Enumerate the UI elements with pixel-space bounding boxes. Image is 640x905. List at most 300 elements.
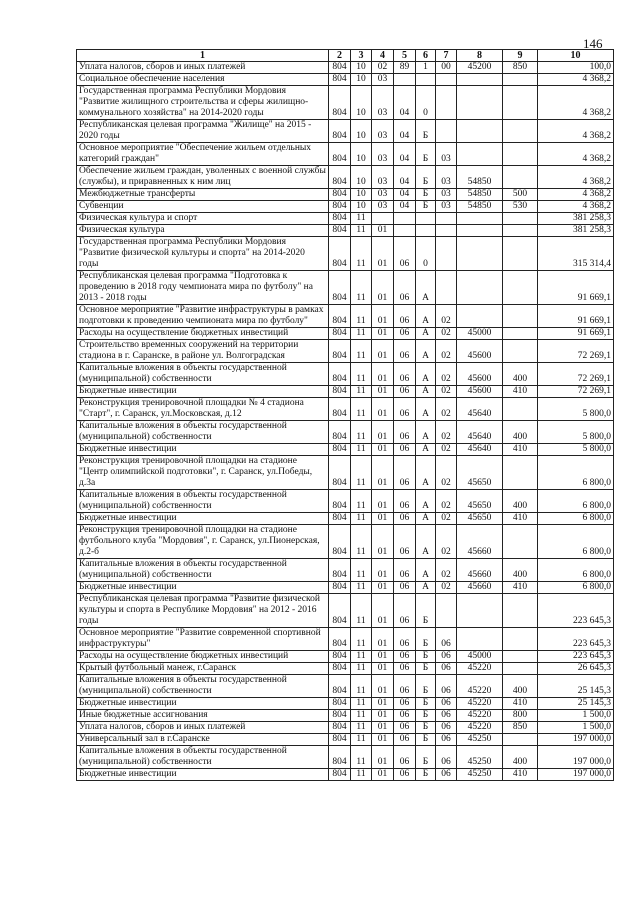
row-code: 02	[436, 340, 457, 363]
row-code: 45600	[457, 340, 503, 363]
row-code: 45640	[457, 421, 503, 444]
row-amount: 5 800,0	[538, 398, 614, 421]
row-code	[416, 74, 436, 86]
row-code: А	[416, 271, 436, 305]
row-code: 0	[416, 86, 436, 120]
row-code: А	[416, 305, 436, 328]
row-code	[503, 663, 538, 675]
row-code: А	[416, 525, 436, 559]
row-amount: 4 368,2	[538, 120, 614, 143]
row-code: Б	[416, 201, 436, 213]
row-code: 02	[436, 363, 457, 386]
row-code: А	[416, 328, 436, 340]
row-code: 804	[329, 594, 351, 628]
row-code: 01	[372, 582, 394, 594]
row-code: 06	[436, 734, 457, 746]
row-code: 06	[436, 722, 457, 734]
row-code: А	[416, 340, 436, 363]
row-amount: 72 269,1	[538, 386, 614, 398]
row-code: 11	[351, 594, 372, 628]
row-code: 01	[372, 722, 394, 734]
row-code: 804	[329, 421, 351, 444]
row-description: Физическая культура	[77, 225, 329, 237]
row-code: 45600	[457, 363, 503, 386]
row-description: Республиканская целевая программа "Развитие физической культуры и спорта в Республике Мордовия" на 2012 - 2016 годы	[77, 594, 329, 628]
row-code: 03	[372, 189, 394, 201]
row-code	[503, 456, 538, 490]
table-row	[77, 213, 614, 225]
row-code: 11	[351, 663, 372, 675]
row-code: 410	[503, 444, 538, 456]
row-code	[457, 237, 503, 271]
row-code: 530	[503, 201, 538, 213]
row-description: Государственная программа Республики Мордовия "Развитие физической культуры и спорта" на 2014-2020 годы	[77, 237, 329, 271]
row-code	[503, 86, 538, 120]
row-amount: 6 800,0	[538, 525, 614, 559]
table-row	[77, 490, 614, 513]
table-row	[77, 74, 614, 86]
row-code: 45250	[457, 746, 503, 769]
row-amount: 4 368,2	[538, 143, 614, 166]
row-code: 06	[394, 456, 416, 490]
row-code: Б	[416, 746, 436, 769]
row-code: Б	[416, 769, 436, 781]
row-code: 11	[351, 237, 372, 271]
row-code	[503, 328, 538, 340]
row-code: 804	[329, 698, 351, 710]
row-code: 54850	[457, 166, 503, 189]
row-code: 04	[394, 143, 416, 166]
row-code	[457, 120, 503, 143]
row-amount: 4 368,2	[538, 166, 614, 189]
row-code: 804	[329, 675, 351, 698]
row-code: 11	[351, 513, 372, 525]
row-description: Строительство временных сооружений на территории стадиона в г. Саранске, в районе ул. Волгоградская	[77, 340, 329, 363]
row-description: Реконструкция тренировочной площадки на стадионе футбольного клуба "Мордовия", г. Саранск, ул.Пионерская, д.2-б	[77, 525, 329, 559]
row-code: 804	[329, 120, 351, 143]
table-row	[77, 189, 614, 201]
table-row	[77, 663, 614, 675]
row-code	[503, 305, 538, 328]
row-description: Бюджетные инвестиции	[77, 386, 329, 398]
row-code	[457, 594, 503, 628]
row-amount: 5 800,0	[538, 421, 614, 444]
table-row	[77, 201, 614, 213]
row-code	[457, 305, 503, 328]
table-row	[77, 628, 614, 651]
row-code: 02	[436, 582, 457, 594]
table-row	[77, 363, 614, 386]
row-code: 02	[436, 386, 457, 398]
table-row	[77, 746, 614, 769]
row-code: 400	[503, 421, 538, 444]
row-code: 804	[329, 305, 351, 328]
row-code: 04	[394, 201, 416, 213]
row-code: 11	[351, 386, 372, 398]
row-code: 45650	[457, 490, 503, 513]
row-code: 02	[436, 328, 457, 340]
row-description: Субвенции	[77, 201, 329, 213]
table-row	[77, 444, 614, 456]
row-description: Универсальный зал в г.Саранске	[77, 734, 329, 746]
row-code: 400	[503, 746, 538, 769]
row-code: 11	[351, 490, 372, 513]
row-code: 11	[351, 363, 372, 386]
table-row	[77, 237, 614, 271]
row-code: 45660	[457, 559, 503, 582]
row-code: 04	[394, 86, 416, 120]
row-amount: 315 314,4	[538, 237, 614, 271]
row-code: 06	[394, 628, 416, 651]
row-code: 10	[351, 86, 372, 120]
row-description: Бюджетные инвестиции	[77, 769, 329, 781]
row-code: 45640	[457, 398, 503, 421]
row-code	[503, 213, 538, 225]
row-code	[503, 74, 538, 86]
table-row	[77, 271, 614, 305]
row-code: 10	[351, 201, 372, 213]
row-code: 06	[394, 340, 416, 363]
row-code: 45650	[457, 513, 503, 525]
row-code: 11	[351, 698, 372, 710]
row-code: 804	[329, 710, 351, 722]
row-code: 02	[436, 490, 457, 513]
row-code: 11	[351, 328, 372, 340]
row-code: 06	[394, 421, 416, 444]
row-code: 804	[329, 62, 351, 74]
row-code: 804	[329, 74, 351, 86]
column-header: 7	[436, 50, 457, 62]
header-row	[77, 50, 614, 62]
row-code: 01	[372, 628, 394, 651]
row-code: 804	[329, 271, 351, 305]
row-code: 45250	[457, 734, 503, 746]
row-code: 06	[394, 769, 416, 781]
row-code: 804	[329, 328, 351, 340]
row-code: А	[416, 513, 436, 525]
table-row	[77, 734, 614, 746]
row-code: 804	[329, 143, 351, 166]
row-code: 03	[372, 201, 394, 213]
row-code: 01	[372, 769, 394, 781]
row-code: 45640	[457, 444, 503, 456]
row-amount: 91 669,1	[538, 328, 614, 340]
row-code: 11	[351, 675, 372, 698]
row-code: Б	[416, 628, 436, 651]
page-number: 146	[583, 36, 603, 51]
row-amount: 6 800,0	[538, 513, 614, 525]
row-code: Б	[416, 698, 436, 710]
row-code: 02	[436, 456, 457, 490]
row-code: 11	[351, 213, 372, 225]
table-row	[77, 328, 614, 340]
row-code: 804	[329, 363, 351, 386]
row-code: 04	[394, 189, 416, 201]
column-header: 2	[329, 50, 351, 62]
row-code: 804	[329, 340, 351, 363]
row-code: 10	[351, 189, 372, 201]
row-code: А	[416, 559, 436, 582]
row-code: 804	[329, 513, 351, 525]
row-amount: 4 368,2	[538, 74, 614, 86]
row-description: Обеспечение жильем граждан, уволенных с военной службы (службы), и приравненных к ним лиц	[77, 166, 329, 189]
column-header: 9	[503, 50, 538, 62]
row-description: Бюджетные инвестиции	[77, 513, 329, 525]
row-code: А	[416, 421, 436, 444]
row-code: 11	[351, 525, 372, 559]
row-code: 01	[372, 734, 394, 746]
row-description: Реконструкция тренировочной площадки на стадионе "Центр олимпийской подготовки", г. Саранск, ул.Победы, д.3а	[77, 456, 329, 490]
row-description: Бюджетные инвестиции	[77, 582, 329, 594]
row-code: 03	[372, 86, 394, 120]
row-code	[436, 225, 457, 237]
row-code: 10	[351, 166, 372, 189]
row-amount: 381 258,3	[538, 225, 614, 237]
row-code: А	[416, 363, 436, 386]
row-code: 11	[351, 651, 372, 663]
row-code: 804	[329, 398, 351, 421]
column-header: 6	[416, 50, 436, 62]
row-code: 02	[372, 62, 394, 74]
row-code: 01	[372, 594, 394, 628]
row-code: 02	[436, 513, 457, 525]
row-code: 45250	[457, 769, 503, 781]
row-description: Основное мероприятие "Обеспечение жильем отдельных категорий граждан"	[77, 143, 329, 166]
row-amount: 1 500,0	[538, 722, 614, 734]
row-description: Расходы на осуществление бюджетных инвестиций	[77, 651, 329, 663]
row-code: 01	[372, 398, 394, 421]
row-code: 01	[372, 444, 394, 456]
row-code: 04	[394, 120, 416, 143]
row-code: 02	[436, 559, 457, 582]
row-code: 06	[394, 525, 416, 559]
row-code: 804	[329, 651, 351, 663]
row-code: 06	[394, 328, 416, 340]
row-code: 45000	[457, 328, 503, 340]
row-amount: 1 500,0	[538, 710, 614, 722]
row-amount: 91 669,1	[538, 305, 614, 328]
row-amount: 25 145,3	[538, 698, 614, 710]
row-code	[457, 628, 503, 651]
row-code: 00	[436, 62, 457, 74]
row-code: 804	[329, 86, 351, 120]
row-code: 11	[351, 456, 372, 490]
row-code: 54850	[457, 201, 503, 213]
table-row	[77, 525, 614, 559]
table-row	[77, 62, 614, 74]
row-code: 01	[372, 271, 394, 305]
row-description: Капитальные вложения в объекты государственной (муниципальной) собственности	[77, 675, 329, 698]
row-code: 11	[351, 710, 372, 722]
row-code: 01	[372, 698, 394, 710]
row-code: 01	[372, 456, 394, 490]
table-row	[77, 340, 614, 363]
row-code: 02	[436, 421, 457, 444]
row-code: 06	[394, 444, 416, 456]
row-code: 804	[329, 456, 351, 490]
row-code: 45220	[457, 722, 503, 734]
row-code: 45600	[457, 386, 503, 398]
row-code: 804	[329, 746, 351, 769]
table-row	[77, 559, 614, 582]
table-row	[77, 166, 614, 189]
row-code: 06	[394, 746, 416, 769]
row-code	[457, 213, 503, 225]
table-row	[77, 513, 614, 525]
row-code: 804	[329, 628, 351, 651]
row-amount: 26 645,3	[538, 663, 614, 675]
row-code: 06	[394, 734, 416, 746]
row-code: 804	[329, 663, 351, 675]
row-code: 06	[394, 398, 416, 421]
row-description: Бюджетные инвестиции	[77, 698, 329, 710]
table-row	[77, 594, 614, 628]
row-code: А	[416, 582, 436, 594]
row-code: 11	[351, 734, 372, 746]
row-amount: 91 669,1	[538, 271, 614, 305]
row-description: Основное мероприятие "Развитие инфраструктуры в рамках подготовки к проведению чемпионата мира по футболу"	[77, 305, 329, 328]
row-code: 01	[372, 237, 394, 271]
row-code: 804	[329, 201, 351, 213]
row-code: 11	[351, 582, 372, 594]
row-amount: 6 800,0	[538, 456, 614, 490]
row-code: 06	[394, 305, 416, 328]
row-code: 804	[329, 490, 351, 513]
row-code: 06	[436, 663, 457, 675]
row-description: Физическая культура и спорт	[77, 213, 329, 225]
row-amount: 6 800,0	[538, 490, 614, 513]
budget-table	[76, 49, 614, 781]
row-code: 45660	[457, 582, 503, 594]
row-code: А	[416, 398, 436, 421]
row-amount: 223 645,3	[538, 594, 614, 628]
row-code: 01	[372, 525, 394, 559]
row-code: 804	[329, 386, 351, 398]
row-code: 11	[351, 421, 372, 444]
row-code: 45200	[457, 62, 503, 74]
column-header: 1	[77, 50, 329, 62]
column-header: 4	[372, 50, 394, 62]
row-code	[436, 213, 457, 225]
row-description: Республиканская целевая программа "Жилище" на 2015 - 2020 годы	[77, 120, 329, 143]
table-row	[77, 421, 614, 444]
row-code: 06	[436, 675, 457, 698]
row-code	[503, 398, 538, 421]
row-code: 06	[394, 710, 416, 722]
row-code: 01	[372, 225, 394, 237]
row-code: 03	[436, 143, 457, 166]
row-description: Социальное обеспечение населения	[77, 74, 329, 86]
row-code: 02	[436, 398, 457, 421]
row-code: 45220	[457, 698, 503, 710]
row-code	[503, 120, 538, 143]
row-amount: 4 368,2	[538, 189, 614, 201]
row-code	[436, 594, 457, 628]
row-code	[457, 271, 503, 305]
row-code: 11	[351, 340, 372, 363]
row-amount: 100,0	[538, 62, 614, 74]
row-code: 06	[394, 663, 416, 675]
row-code	[503, 237, 538, 271]
row-code: 10	[351, 120, 372, 143]
row-code: 02	[436, 525, 457, 559]
table-row	[77, 386, 614, 398]
row-code	[503, 143, 538, 166]
row-description: Уплата налогов, сборов и иных платежей	[77, 62, 329, 74]
row-code: 06	[394, 559, 416, 582]
row-amount: 6 800,0	[538, 582, 614, 594]
row-code: 804	[329, 213, 351, 225]
row-description: Республиканская целевая программа "Подготовка к проведению в 2018 году чемпионата мира по футболу" на 2013 - 2018 годы	[77, 271, 329, 305]
row-code	[503, 525, 538, 559]
row-code: 410	[503, 582, 538, 594]
table-row	[77, 698, 614, 710]
table-row	[77, 710, 614, 722]
table-row	[77, 651, 614, 663]
row-code	[503, 651, 538, 663]
row-code	[503, 271, 538, 305]
row-code: 06	[436, 651, 457, 663]
row-code: 804	[329, 734, 351, 746]
row-code: 1	[416, 62, 436, 74]
row-amount: 197 000,0	[538, 734, 614, 746]
row-code: 45220	[457, 663, 503, 675]
row-description: Реконструкция тренировочной площадки № 4 стадиона "Старт", г. Саранск, ул.Московская, д.12	[77, 398, 329, 421]
row-code: 03	[436, 166, 457, 189]
row-code: 06	[436, 769, 457, 781]
row-code: 06	[394, 237, 416, 271]
row-code: 400	[503, 559, 538, 582]
row-code: Б	[416, 166, 436, 189]
row-code	[436, 271, 457, 305]
row-description: Основное мероприятие "Развитие современной спортивной инфраструктуры"	[77, 628, 329, 651]
row-code: 10	[351, 74, 372, 86]
row-code	[457, 143, 503, 166]
row-code: 45220	[457, 710, 503, 722]
row-code: Б	[416, 189, 436, 201]
row-code: 11	[351, 746, 372, 769]
column-header: 5	[394, 50, 416, 62]
row-amount: 5 800,0	[538, 444, 614, 456]
row-code: 03	[372, 166, 394, 189]
row-code: 45650	[457, 456, 503, 490]
row-amount: 6 800,0	[538, 559, 614, 582]
table-row	[77, 769, 614, 781]
row-code: 01	[372, 663, 394, 675]
row-code: А	[416, 456, 436, 490]
row-code	[416, 225, 436, 237]
row-code: 11	[351, 444, 372, 456]
row-code	[503, 225, 538, 237]
row-code	[436, 86, 457, 120]
row-code: 0	[416, 237, 436, 271]
row-code: А	[416, 444, 436, 456]
row-description: Капитальные вложения в объекты государственной (муниципальной) собственности	[77, 559, 329, 582]
row-code	[394, 225, 416, 237]
row-code: 11	[351, 628, 372, 651]
table-body	[77, 62, 614, 781]
row-amount: 72 269,1	[538, 363, 614, 386]
row-code: 804	[329, 722, 351, 734]
row-code: 400	[503, 675, 538, 698]
row-code: 01	[372, 340, 394, 363]
row-code: Б	[416, 734, 436, 746]
row-code: 06	[436, 628, 457, 651]
row-code: 10	[351, 143, 372, 166]
row-code: 804	[329, 582, 351, 594]
row-code: 11	[351, 769, 372, 781]
row-code: Б	[416, 675, 436, 698]
